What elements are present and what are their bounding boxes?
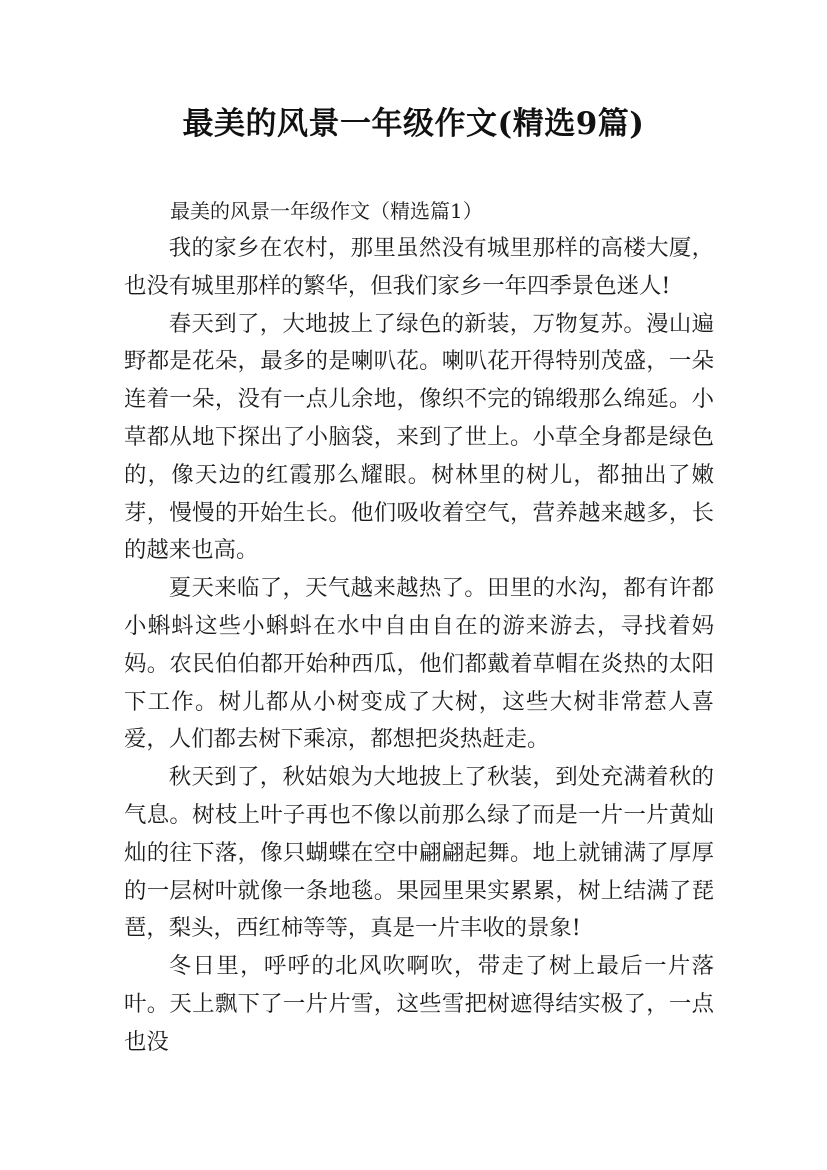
paragraph-intro: 我的家乡在农村，那里虽然没有城里那样的高楼大厦，也没有城里那样的繁华，但我们家乡一年四季景色迷人!	[124, 235, 714, 299]
section-heading: 最美的风景一年级作文（精选篇1）	[170, 199, 483, 223]
paragraph-summer: 夏天来临了，天气越来越热了。田里的水沟，都有许都小蝌蚪这些小蝌蚪在水中自由自在的游来游去，寻找着妈妈。农民伯伯都开始种西瓜，他们都戴着草帽在炎热的太阳下工作。树儿都从小树变成了大树，这些大树非常惹人喜爱，人们都去树下乘凉，都想把炎热赶走。	[124, 575, 714, 753]
paragraph-autumn: 秋天到了，秋姑娘为大地披上了秋装，到处充满着秋的气息。树枝上叶子再也不像以前那么绿了而是一片一片黄灿灿的往下落，像只蝴蝶在空中翩翩起舞。地上就铺满了厚厚的一层树叶就像一条地毯。果园里果实累累，树上结满了琵琶，梨头，西红柿等等，真是一片丰收的景象!	[124, 764, 714, 942]
document-body	[124, 192, 714, 1062]
paragraph-spring: 春天到了，大地披上了绿色的新装，万物复苏。漫山遍野都是花朵，最多的是喇叭花。喇叭花开得特别茂盛，一朵连着一朵，没有一点儿余地，像织不完的锦缎那么绵延。小草都从地下探出了小脑袋，来到了世上。小草全身都是绿色的，像天边的红霞那么耀眼。树林里的树儿，都抽出了嫩芽，慢慢的开始生长。他们吸收着空气，营养越来越多，长的越来也高。	[124, 310, 714, 564]
document-title: 最美的风景一年级作文(精选9篇)	[182, 106, 645, 142]
paragraph-winter: 冬日里，呼呼的北风吹啊吹，带走了树上最后一片落叶。天上飘下了一片片雪，这些雪把树遮得结实极了，一点也没	[124, 953, 714, 1055]
